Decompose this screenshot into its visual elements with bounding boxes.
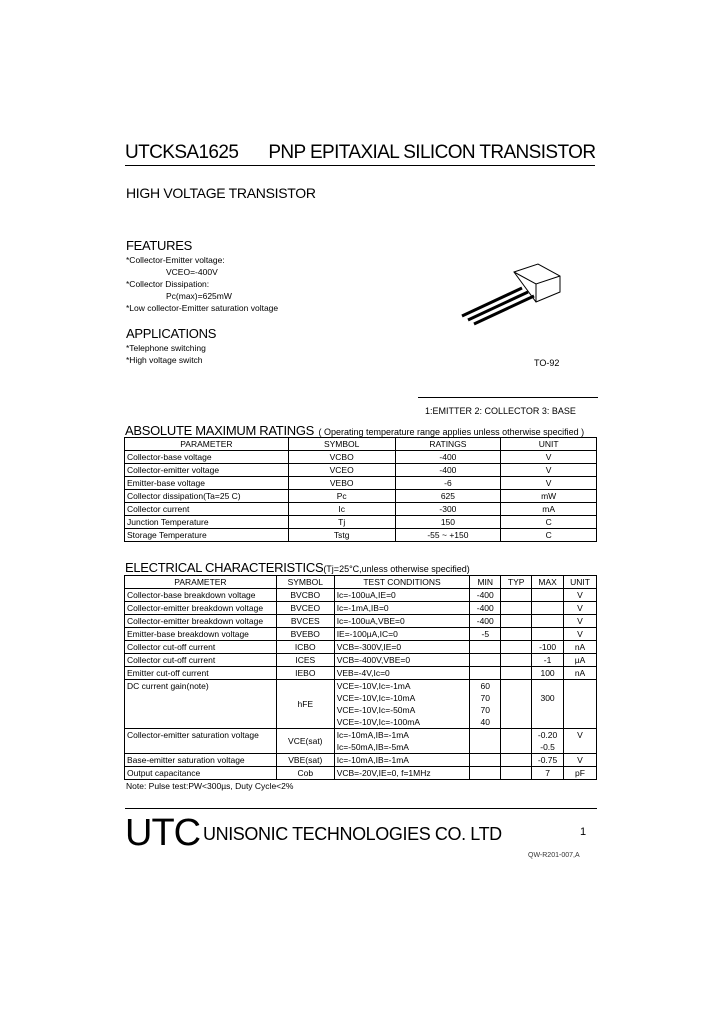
table-cell bbox=[470, 680, 501, 729]
min-line: 70 bbox=[480, 705, 490, 715]
table-cell: Emitter-base voltage bbox=[125, 477, 289, 490]
abs-max-heading: ABSOLUTE MAXIMUM RATINGS bbox=[125, 423, 315, 438]
table-cell: 150 bbox=[395, 516, 501, 529]
table-cell bbox=[532, 589, 564, 602]
table-cell bbox=[532, 628, 564, 641]
features-heading: FEATURES bbox=[126, 238, 192, 253]
table-row bbox=[125, 451, 597, 464]
table-cell: Cob bbox=[276, 767, 334, 780]
column-header: MIN bbox=[470, 576, 501, 589]
table-cell: -6 bbox=[395, 477, 501, 490]
table-cell: ICBO bbox=[276, 641, 334, 654]
min-line: 60 bbox=[480, 681, 490, 691]
table-cell: VEBO bbox=[288, 477, 395, 490]
table-cell bbox=[532, 602, 564, 615]
table-row bbox=[125, 589, 597, 602]
table-row bbox=[125, 767, 597, 780]
min-line: 70 bbox=[480, 693, 490, 703]
table-cell: IEBO bbox=[276, 667, 334, 680]
table-cell: 300 bbox=[532, 680, 564, 729]
table-cell bbox=[470, 654, 501, 667]
table-cell: -55 ~ +150 bbox=[395, 529, 501, 542]
table-row bbox=[125, 503, 597, 516]
column-header: UNIT bbox=[501, 438, 597, 451]
table-cell: DC current gain(note) bbox=[125, 680, 277, 729]
table-cell bbox=[501, 602, 532, 615]
table-header-row bbox=[125, 438, 597, 451]
table-cell bbox=[564, 680, 597, 729]
column-header: RATINGS bbox=[395, 438, 501, 451]
table-cell bbox=[501, 628, 532, 641]
table-cell bbox=[470, 754, 501, 767]
table-cell: VBE(sat) bbox=[276, 754, 334, 767]
table-cell: VCB=-400V,VBE=0 bbox=[334, 654, 470, 667]
table-row bbox=[125, 516, 597, 529]
company-name: UNISONIC TECHNOLOGIES CO. LTD bbox=[203, 824, 502, 844]
table-cell: VCEO bbox=[288, 464, 395, 477]
table-cell: V bbox=[564, 602, 597, 615]
table-cell: 100 bbox=[532, 667, 564, 680]
applications-list bbox=[126, 342, 206, 366]
table-cell: Ic=-1mA,IB=0 bbox=[334, 602, 470, 615]
table-cell: V bbox=[501, 464, 597, 477]
table-cell: Storage Temperature bbox=[125, 529, 289, 542]
table-cell bbox=[501, 641, 532, 654]
table-cell: V bbox=[501, 451, 597, 464]
footnote: Note: Pulse test:PW<300µs, Duty Cycle<2% bbox=[126, 781, 294, 791]
feature-item: *Low collector-Emitter saturation voltage bbox=[126, 303, 279, 313]
table-cell bbox=[501, 615, 532, 628]
table-cell: Junction Temperature bbox=[125, 516, 289, 529]
page-number: 1 bbox=[580, 826, 587, 838]
table-cell: 7 bbox=[532, 767, 564, 780]
table-row bbox=[125, 641, 597, 654]
feature-item: *Collector Dissipation: bbox=[126, 279, 210, 289]
table-cell: mW bbox=[501, 490, 597, 503]
table-cell: Ic=-10mA,IB=-1mA bbox=[334, 754, 470, 767]
table-row bbox=[125, 615, 597, 628]
table-cell: VEB=-4V,Ic=0 bbox=[334, 667, 470, 680]
table-cell: -100 bbox=[532, 641, 564, 654]
column-header: PARAMETER bbox=[125, 438, 289, 451]
pin-divider bbox=[418, 397, 598, 398]
device-title: PNP EPITAXIAL SILICON TRANSISTOR bbox=[268, 142, 596, 163]
elec-note: (Tj=25°C,unless otherwise specified) bbox=[323, 564, 470, 574]
table-cell: Collector-base breakdown voltage bbox=[125, 589, 277, 602]
table-cell: BVCBO bbox=[276, 589, 334, 602]
table-cell: Collector-emitter saturation voltage bbox=[125, 729, 277, 754]
table-cell: Collector dissipation(Ta=25 C) bbox=[125, 490, 289, 503]
table-cell: Collector cut-off current bbox=[125, 654, 277, 667]
elec-table bbox=[124, 575, 597, 780]
table-cell: -0.75 bbox=[532, 754, 564, 767]
table-row bbox=[125, 602, 597, 615]
table-cell bbox=[501, 589, 532, 602]
page-title bbox=[125, 142, 595, 164]
table-cell bbox=[470, 667, 501, 680]
table-cell: nA bbox=[564, 641, 597, 654]
table-cell: V bbox=[564, 589, 597, 602]
table-row bbox=[125, 477, 597, 490]
table-cell bbox=[501, 754, 532, 767]
column-header: TEST CONDITIONS bbox=[334, 576, 470, 589]
table-cell: 625 bbox=[395, 490, 501, 503]
table-cell: VCBO bbox=[288, 451, 395, 464]
elec-heading: ELECTRICAL CHARACTERISTICS bbox=[125, 560, 324, 575]
column-header: PARAMETER bbox=[125, 576, 277, 589]
table-cell: Ic=-100uA,VBE=0 bbox=[334, 615, 470, 628]
min-line: 40 bbox=[480, 717, 490, 727]
max-line: -0.5 bbox=[540, 742, 555, 752]
table-cell bbox=[470, 641, 501, 654]
table-row bbox=[125, 529, 597, 542]
table-cell: mA bbox=[501, 503, 597, 516]
table-row bbox=[125, 464, 597, 477]
table-cell bbox=[501, 680, 532, 729]
application-item: *Telephone switching bbox=[126, 343, 206, 353]
application-item: *High voltage switch bbox=[126, 355, 203, 365]
pin-assignment: 1:EMITTER 2: COLLECTOR 3: BASE bbox=[425, 406, 576, 416]
table-cell: Tj bbox=[288, 516, 395, 529]
table-cell: IE=-100µA,IC=0 bbox=[334, 628, 470, 641]
table-cell: -1 bbox=[532, 654, 564, 667]
table-cell: Collector cut-off current bbox=[125, 641, 277, 654]
table-cell bbox=[501, 667, 532, 680]
table-cell: Collector current bbox=[125, 503, 289, 516]
title-divider bbox=[125, 165, 595, 166]
condition-line: VCE=-10V,Ic=-50mA bbox=[336, 705, 416, 715]
table-cell: hFE bbox=[276, 680, 334, 729]
table-cell: Ic=-100uA,IE=0 bbox=[334, 589, 470, 602]
column-header: TYP bbox=[501, 576, 532, 589]
table-cell: -5 bbox=[470, 628, 501, 641]
company-logo: UTC bbox=[125, 812, 201, 854]
table-header-row bbox=[125, 576, 597, 589]
table-cell: -400 bbox=[470, 602, 501, 615]
table-cell: Base-emitter saturation voltage bbox=[125, 754, 277, 767]
table-cell: V bbox=[564, 754, 597, 767]
table-row bbox=[125, 754, 597, 767]
table-cell bbox=[532, 729, 564, 754]
column-header: UNIT bbox=[564, 576, 597, 589]
table-cell bbox=[501, 729, 532, 754]
table-cell: Emitter cut-off current bbox=[125, 667, 277, 680]
document-code: QW-R201-007,A bbox=[528, 852, 580, 859]
feature-item: VCEO=-400V bbox=[166, 267, 218, 277]
table-cell bbox=[532, 615, 564, 628]
condition-line: VCE=-10V,Ic=-100mA bbox=[336, 717, 421, 727]
subtitle: HIGH VOLTAGE TRANSISTOR bbox=[126, 185, 316, 201]
table-cell: C bbox=[501, 529, 597, 542]
table-cell: VCB=-300V,IE=0 bbox=[334, 641, 470, 654]
table-cell: V bbox=[564, 615, 597, 628]
table-row bbox=[125, 628, 597, 641]
column-header: SYMBOL bbox=[288, 438, 395, 451]
table-cell: -400 bbox=[470, 589, 501, 602]
column-header: SYMBOL bbox=[276, 576, 334, 589]
table-cell: Output capacitance bbox=[125, 767, 277, 780]
table-cell: VCB=-20V,IE=0, f=1MHz bbox=[334, 767, 470, 780]
table-row bbox=[125, 729, 597, 754]
abs-max-note: ( Operating temperature range applies unless otherwise specified ) bbox=[318, 427, 585, 437]
condition-line: VCE=-10V,Ic=-1mA bbox=[336, 681, 411, 691]
table-cell: VCE(sat) bbox=[276, 729, 334, 754]
table-row bbox=[125, 667, 597, 680]
max-line: -0.20 bbox=[537, 730, 558, 740]
table-cell bbox=[470, 767, 501, 780]
table-cell bbox=[334, 729, 470, 754]
abs-max-table bbox=[124, 437, 597, 542]
table-cell: Collector-base voltage bbox=[125, 451, 289, 464]
table-cell bbox=[501, 654, 532, 667]
table-cell: V bbox=[564, 628, 597, 641]
package-label: TO-92 bbox=[534, 358, 560, 368]
table-cell: Collector-emitter breakdown voltage bbox=[125, 602, 277, 615]
table-cell: -400 bbox=[395, 464, 501, 477]
table-cell: V bbox=[564, 729, 597, 754]
table-cell: -400 bbox=[470, 615, 501, 628]
condition-line: Ic=-10mA,IB=-1mA bbox=[336, 730, 409, 740]
table-cell: ICES bbox=[276, 654, 334, 667]
table-cell: BVEBO bbox=[276, 628, 334, 641]
table-cell: pF bbox=[564, 767, 597, 780]
table-cell bbox=[334, 680, 470, 729]
table-cell: V bbox=[501, 477, 597, 490]
table-cell: Collector-emitter breakdown voltage bbox=[125, 615, 277, 628]
applications-heading: APPLICATIONS bbox=[126, 326, 217, 341]
condition-line: VCE=-10V,Ic=-10mA bbox=[336, 693, 416, 703]
table-cell: C bbox=[501, 516, 597, 529]
part-number: UTCKSA1625 bbox=[125, 142, 239, 163]
table-cell: Collector-emitter voltage bbox=[125, 464, 289, 477]
table-cell: -300 bbox=[395, 503, 501, 516]
table-cell: Ic bbox=[288, 503, 395, 516]
feature-item: Pc(max)=625mW bbox=[166, 291, 232, 301]
table-row bbox=[125, 680, 597, 729]
table-row bbox=[125, 490, 597, 503]
to92-package-illustration bbox=[456, 262, 566, 326]
table-cell: -400 bbox=[395, 451, 501, 464]
table-cell bbox=[470, 729, 501, 754]
table-row bbox=[125, 654, 597, 667]
condition-line: Ic=-50mA,IB=-5mA bbox=[336, 742, 409, 752]
table-cell: µA bbox=[564, 654, 597, 667]
table-cell: nA bbox=[564, 667, 597, 680]
table-cell bbox=[501, 767, 532, 780]
footer-divider bbox=[125, 808, 597, 809]
table-cell: Emitter-base breakdown voltage bbox=[125, 628, 277, 641]
table-cell: Pc bbox=[288, 490, 395, 503]
features-list bbox=[126, 254, 278, 314]
column-header: MAX bbox=[532, 576, 564, 589]
table-cell: BVCES bbox=[276, 615, 334, 628]
feature-item: *Collector-Emitter voltage: bbox=[126, 255, 225, 265]
table-cell: Tstg bbox=[288, 529, 395, 542]
table-cell: BVCEO bbox=[276, 602, 334, 615]
